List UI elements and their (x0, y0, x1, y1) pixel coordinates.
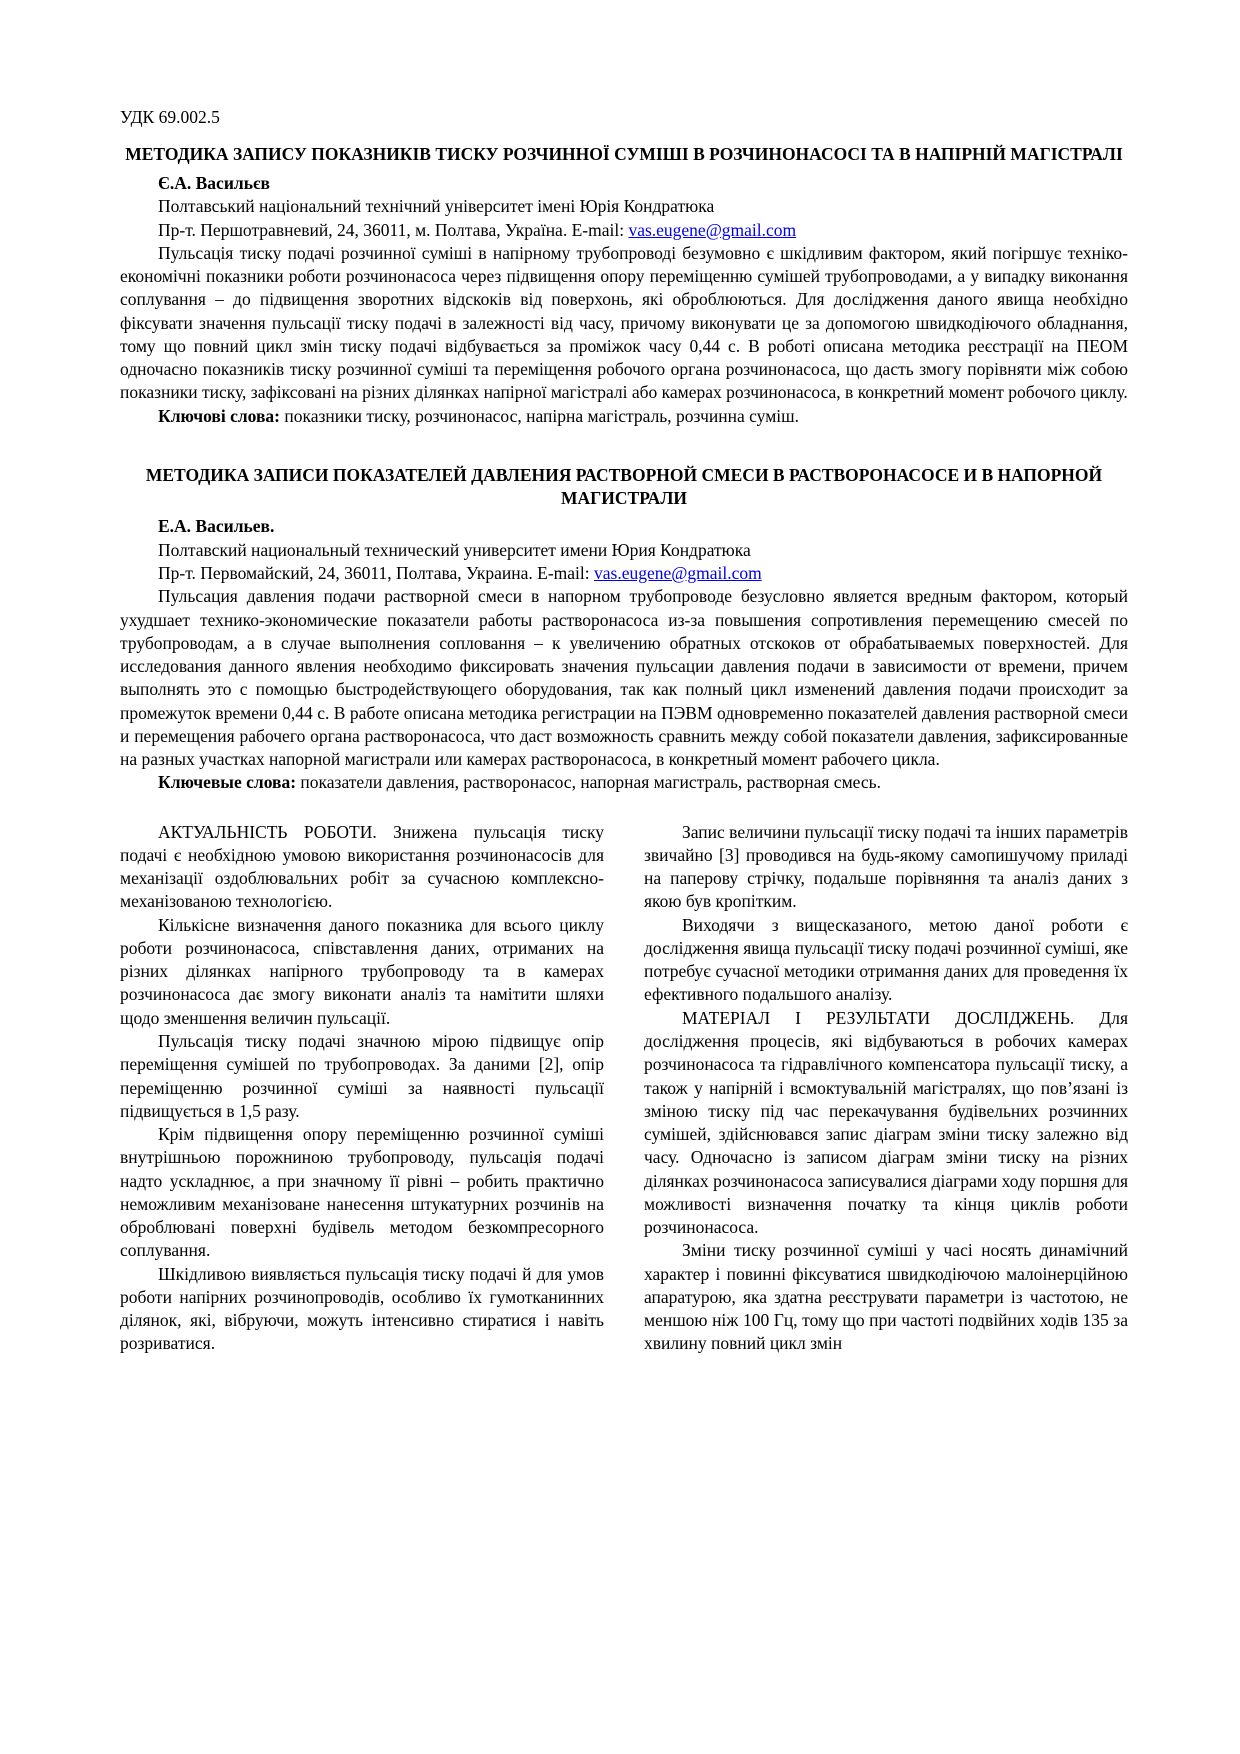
udc-code: УДК 69.002.5 (120, 107, 220, 127)
affiliation-ru: Полтавский национальный технический университет имени Юрия Кондратюка (158, 539, 751, 560)
body-paragraph: Крім підвищення опору переміщенню розчинної суміші внутрішньою порожниною трубопроводу, пульсація подачі надто ускладнює, а при значному її рівні – робить практично неможливим механізоване нанесення штукатурних розчинів на оброблювані поверхні будівель методом безкомпресорного соплування. (120, 1124, 604, 1261)
keywords-label-ru: Ключевые слова: (158, 772, 297, 793)
address-text-ru: Пр-т. Первомайский, 24, 36011, Полтава, Украина. E-mail: (158, 562, 594, 583)
keywords-ua (120, 405, 1128, 428)
email-link-ua[interactable]: vas.eugene@gmail.com (628, 219, 797, 240)
title-ru: МЕТОДИКА ЗАПИСИ ПОКАЗАТЕЛЕЙ ДАВЛЕНИЯ РАСТВОРНОЙ СМЕСИ В РАСТВОРОНАСОСЕ И В НАПОРНОЙ МАГИСТРАЛИ (145, 464, 1103, 508)
body-paragraph: Зміни тиску розчинної суміші у часі носять динамічний характер і повинні фіксуватися швидкодіючою малоінерційною апаратурою, яка здатна реєструвати параметри із частотою, не меншою ніж 100 Гц, тому що при частоті подвійних ходів 135 за хвилину повний цикл змін (644, 1240, 1128, 1354)
left-column (120, 821, 604, 1356)
body-paragraph: Виходячи з вищесказаного, метою даної роботи є дослідження явища пульсації тиску подачі розчинної суміші, яке потребує сучасної методики отримання даних для проведення їх ефективного подальшого аналізу. (644, 914, 1128, 1005)
body-columns (120, 821, 1128, 1356)
body-paragraph: Запис величини пульсації тиску подачі та інших параметрів звичайно [3] проводився на будь-якому самопишучому приладі на паперову стрічку, подальше порівняння та аналіз даних з якою був кропітким. (644, 821, 1128, 912)
address-ua (120, 219, 1128, 242)
title-ua: МЕТОДИКА ЗАПИСУ ПОКАЗНИКІВ ТИСКУ РОЗЧИННОЇ СУМІШІ В РОЗЧИНОНАСОСІ ТА В НАПІРНІЙ МАГІСТРАЛІ (125, 144, 1123, 165)
body-paragraph: Пульсація тиску подачі значною мірою підвищує опір переміщення сумішей по трубопроводах. За даними [2], опір переміщенню розчинної суміші за наявності пульсації підвищується в 1,5 разу. (120, 1031, 604, 1121)
keywords-text-ru: показатели давления, растворонасос, напорная магистраль, растворная смесь. (296, 772, 881, 793)
author-ua: Є.А. Васильєв (158, 173, 270, 194)
email-link-ru[interactable]: vas.eugene@gmail.com (594, 562, 762, 583)
abstract-ua: Пульсація тиску подачі розчинної суміші в напірному трубопроводі безумовно є шкідливим фактором, який погіршує техніко-економічні показники роботи розчинонасоса через підвищення опору переміщенню сумішей трубопроводами, а у випадку виконання соплування – до підвищення зворотних відскоків від поверхонь, які оброблюються. Для дослідження даного явища необхідно фіксувати значення пульсації тиску подачі в залежності від часу, причому виконувати це за допомогою швидкодіючого обладнання, тому що повний цикл змін тиску подачі відбувається за проміжок часу 0,44 с. В роботі описана методика реєстрації на ПЕОМ одночасно показників тиску розчинної суміші та переміщення робочого органа розчинонасоса, що дасть змогу порівняти між собою показники тиску, зафіксовані на різних ділянках напірної магістралі або камерах розчинонасоса, в конкретний момент робочого циклу. (120, 242, 1128, 403)
abstract-ru: Пульсация давления подачи растворной смеси в напорном трубопроводе безусловно является вредным фактором, который ухудшает технико-экономические показатели работы растворонасоса из-за повышения сопротивления перемещению смесей по трубопроводам, а в случае выполнения сопловання – к увеличению обратных отскоков от обрабатываемых поверхностей. Для исследования данного явления необходимо фиксировать значения пульсации давления подачи в зависимости от времени, причем выполнять это с помощью быстродействующего оборудования, так как полный цикл изменений давления подачи происходит за промежуток времени 0,44 с. В работе описана методика регистрации на ПЭВМ одновременно показателей давления растворной смеси и перемещения рабочего органа растворонасоса, что даст возможность сравнить между собой показатели давления, зафиксированные на разных участках напорной магистрали или камерах растворонасоса, в конкретный момент рабочего цикла. (120, 586, 1128, 770)
address-text-ua: Пр-т. Першотравневий, 24, 36011, м. Полтава, Україна. E-mail: (158, 219, 629, 240)
keywords-label-ua: Ключові слова: (158, 405, 281, 426)
author-ru: Е.А. Васильев. (158, 516, 275, 537)
body-paragraph: Шкідливою виявляється пульсація тиску подачі й для умов роботи напірних розчинопроводів, особливо їх гумотканинних ділянок, які, вібруючи, можуть інтенсивно стиратися і навіть розриватися. (120, 1263, 604, 1354)
body-paragraph: Кількісне визначення даного показника для всього циклу роботи розчинонасоса, співставлення даних, отриманих на різних ділянках напірного трубопроводу та в камерах розчинонасоса дає змогу виконати аналіз та намітити шляхи щодо зменшення величин пульсації. (120, 914, 604, 1028)
address-ru (120, 562, 1128, 585)
keywords-text-ua: показники тиску, розчинонасос, напірна магістраль, розчинна суміш. (280, 405, 799, 426)
right-column (644, 821, 1128, 1356)
body-paragraph: АКТУАЛЬНІСТЬ РОБОТИ. Знижена пульсація тиску подачі є необхідною умовою використання розчинонасосів для механізації оздоблювальних робіт за сучасною комплексно-механізованою технологією. (120, 821, 604, 912)
affiliation-ua: Полтавський національний технічний університет імені Юрія Кондратюка (158, 196, 715, 217)
body-paragraph: МАТЕРІАЛ І РЕЗУЛЬТАТИ ДОСЛІДЖЕНЬ. Для дослідження процесів, які відбуваються в робочих камерах розчинонасоса та гідравлічного компенсатора пульсації тиску, а також у напірній і всмоктувальній магістралях, що пов’язані із зміною тиску під час перекачування будівельних розчинних сумішей, здійснювався запис діаграм зміни тиску залежно від часу. Одночасно із записом діаграм зміни тиску на різних ділянках розчинонасоса записувалися діаграми ходу поршня для можливості визначення початку та кінця циклів роботи розчинонасоса. (644, 1007, 1128, 1238)
keywords-ru (120, 771, 1128, 794)
section-divider (120, 428, 1128, 450)
